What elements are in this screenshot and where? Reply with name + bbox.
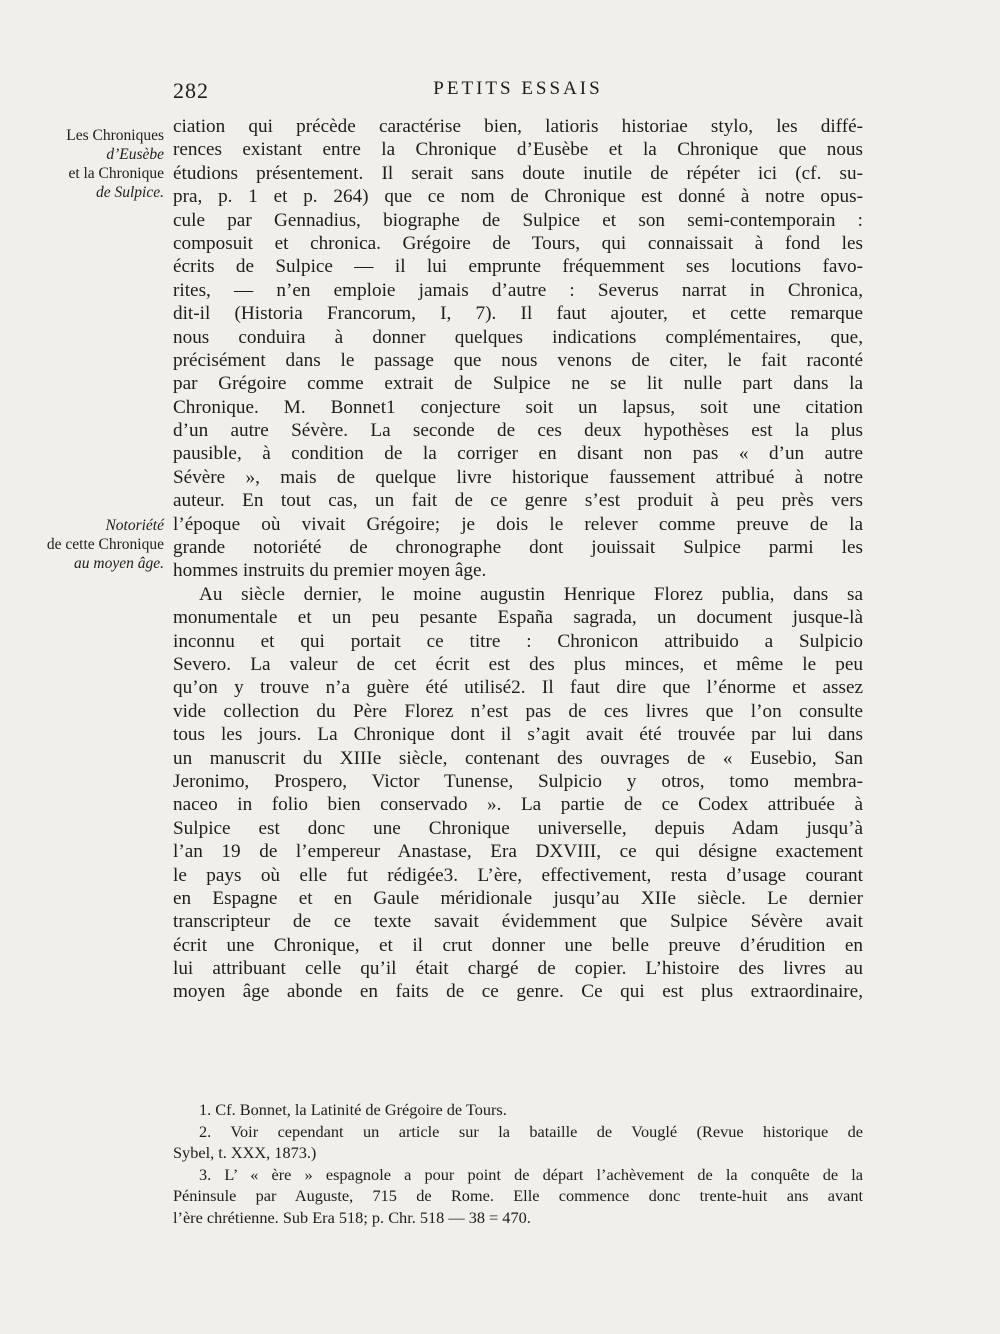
- page-header: [173, 78, 863, 104]
- text-line: transcripteur de ce texte savait évidemment que Sulpice Sévère avait: [173, 911, 863, 933]
- text-line: qu’on y trouve n’a guère été utilisé2. Il faut dire que l’énorme et assez: [173, 677, 863, 699]
- text-line: Severo. La valeur de cet écrit est des plus minces, et même le peu: [173, 653, 863, 675]
- text-line: naceo in folio bien conservado ». La partie de ce Codex attribuée à: [173, 794, 863, 816]
- text-line: Chronique. M. Bonnet1 conjecture soit un lapsus, soit une citation: [173, 396, 863, 418]
- margin-note-line: et la Chronique: [68, 165, 164, 182]
- text-line: le pays où elle fut rédigée3. L’ère, effectivement, resta d’usage courant: [173, 864, 863, 886]
- text-line: écrit une Chronique, et il crut donner une belle preuve d’érudition en: [173, 934, 863, 956]
- text-line: ciation qui précède caractérise bien, latioris historiae stylo, les diffé-: [173, 116, 863, 137]
- text-line: l’an 19 de l’empereur Anastase, Era DXVIII, ce qui désigne exactement: [173, 841, 863, 863]
- text-line: dit-il (Historia Francorum, I, 7). Il faut ajouter, et cette remarque: [173, 303, 863, 325]
- text-line: vide collection du Père Florez n’est pas de ces livres que l’on consulte: [173, 700, 863, 722]
- text-line: Sévère », mais de quelque livre historique faussement attribué à notre: [173, 466, 863, 488]
- text-line: hommes instruits du premier moyen âge.: [173, 560, 487, 582]
- text-line: en Espagne et en Gaule méridionale jusqu’au XIIe siècle. Le dernier: [173, 887, 863, 909]
- margin-note-notoriete: [47, 516, 164, 573]
- text-line: composuit et chronica. Grégoire de Tours, qui connaissait à fond les: [173, 232, 863, 254]
- text-line: d’un autre Sévère. La seconde de ces deux hypothèses est la plus: [173, 420, 863, 442]
- text-line: étudions présentement. Il serait sans doute inutile de répéter ici (cf. su-: [173, 162, 863, 184]
- page-number: 282: [173, 78, 209, 103]
- footnote-3-continued: l’ère chrétienne. Sub Era 518; p. Chr. 518 — 38 = 470.: [173, 1207, 531, 1227]
- margin-note-line: de Sulpice.: [95, 184, 164, 201]
- text-line: par Grégoire comme extrait de Sulpice ne se lit nulle part dans la: [173, 373, 863, 395]
- text-line: auteur. En tout cas, un fait de ce genre s’est produit à peu près vers: [173, 490, 863, 512]
- margin-note-line: au moyen âge.: [74, 555, 164, 572]
- footnote-2: 2. Voir cependant un article sur la bataille de Vouglé (Revue historique de: [199, 1121, 863, 1141]
- text-line: lui attribuant celle qu’il était chargé de copier. L’histoire des livres au: [173, 958, 863, 980]
- text-line: Jeronimo, Prospero, Victor Tunense, Sulpicio y otros, tomo membra-: [173, 770, 863, 792]
- main-text: [173, 115, 863, 1004]
- text-line: grande notoriété de chronographe dont jouissait Sulpice parmi les: [173, 537, 863, 559]
- text-line: Sulpice est donc une Chronique universelle, depuis Adam jusqu’à: [173, 817, 863, 839]
- running-title: PETITS ESSAIS: [433, 78, 603, 99]
- footnotes: [173, 1099, 863, 1229]
- text-line: précisément dans le passage que nous venons de citer, le fait raconté: [173, 349, 863, 371]
- text-line: inconnu et qui portait ce titre : Chronicon attribuido a Sulpicio: [173, 630, 863, 652]
- text-line: cule par Gennadius, biographe de Sulpice et son semi-contemporain :: [173, 209, 863, 231]
- footnote-3: 3. L’ « ère » espagnole a pour point de départ l’achèvement de la conquête de la: [199, 1164, 863, 1184]
- footnote-1: 1. Cf. Bonnet, la Latinité de Grégoire de Tours.: [199, 1100, 507, 1119]
- text-line: monumentale et un peu pesante España sagrada, un document jusque-là: [173, 607, 863, 629]
- margin-note-line: Les Chroniques: [66, 127, 164, 144]
- margin-note-line: de cette Chronique: [46, 536, 164, 553]
- footnote-2-continued: Sybel, t. XXX, 1873.): [173, 1143, 317, 1163]
- text-line: rences existant entre la Chronique d’Eusèbe et la Chronique que nous: [173, 139, 863, 161]
- text-line: pra, p. 1 et p. 264) que ce nom de Chronique est donné à notre opus-: [173, 186, 863, 208]
- text-line: moyen âge abonde en faits de ce genre. Ce qui est plus extraordinaire,: [173, 981, 863, 1003]
- text-line: tous les jours. La Chronique dont il s’agit avait été trouvée par lui dans: [173, 724, 863, 746]
- margin-note-chroniques: [66, 126, 164, 202]
- text-line: nous conduira à donner quelques indications complémentaires, que,: [173, 326, 863, 348]
- text-line: un manuscrit du XIIIe siècle, contenant des ouvrages de « Eusebio, San: [173, 747, 863, 769]
- margin-note-line: d’Eusèbe: [106, 146, 164, 163]
- text-line: écrits de Sulpice — il lui emprunte fréquemment ses locutions favo-: [173, 256, 863, 278]
- footnote-3-continued: Péninsule par Auguste, 715 de Rome. Elle commence donc trente-huit ans avant: [173, 1186, 863, 1206]
- margin-note-line: Notoriété: [105, 517, 164, 534]
- text-line: l’époque où vivait Grégoire; je dois le relever comme preuve de la: [173, 513, 863, 535]
- text-line: pausible, à condition de la corriger en disant non pas « d’un autre: [173, 443, 863, 465]
- text-line: rites, — n’en emploie jamais d’autre : Severus narrat in Chronica,: [173, 279, 863, 301]
- paragraph-start-line: Au siècle dernier, le moine augustin Henrique Florez publia, dans sa: [199, 583, 863, 605]
